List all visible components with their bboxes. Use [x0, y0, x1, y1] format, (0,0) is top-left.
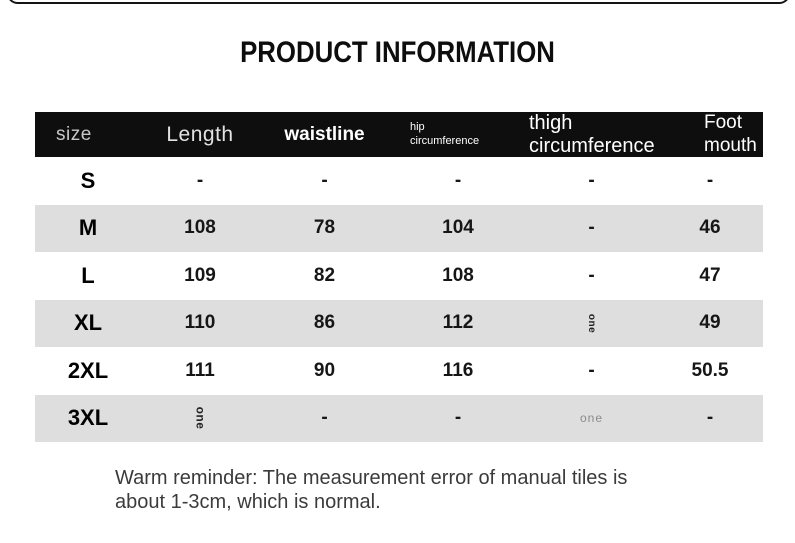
size-label: XL	[73, 310, 103, 336]
waistline-value: 90	[313, 359, 336, 381]
thigh-value: -	[588, 217, 595, 239]
foot-value: -	[706, 407, 714, 429]
header-foot-line2: mouth	[704, 134, 757, 156]
size-label: 2XL	[67, 357, 109, 383]
size-label: L	[81, 262, 95, 288]
rotated-one-artifact: one	[193, 406, 207, 430]
foot-value: 50.5	[691, 359, 729, 381]
waistline-value: 82	[313, 264, 336, 286]
hip-value: 104	[442, 217, 474, 239]
foot-value: 46	[699, 217, 721, 239]
length-value: 109	[184, 264, 216, 286]
thigh-value: -	[588, 264, 595, 286]
foot-value: 47	[699, 264, 721, 286]
length-value	[141, 395, 259, 443]
foot-value: -	[706, 169, 714, 191]
table-row-m	[35, 205, 763, 253]
thigh-value: -	[588, 359, 595, 381]
warm-reminder-note: Warm reminder: The measurement error of manual tiles is about 1-3cm, which is normal.	[115, 467, 628, 513]
header-hip-line2: circumference	[410, 134, 480, 147]
waistline-value: 78	[313, 217, 336, 239]
table-row-2xl	[35, 347, 763, 395]
col-header-foot-mouth	[657, 112, 763, 157]
table-header-row	[35, 112, 763, 157]
table-row-xl	[35, 300, 763, 348]
col-header-size: size	[56, 123, 92, 145]
thigh-value	[526, 300, 657, 348]
size-table	[35, 112, 763, 442]
length-value: 111	[185, 359, 215, 381]
header-hip-line1: hip	[410, 120, 425, 133]
hip-value: -	[454, 407, 462, 429]
thigh-value: -	[588, 169, 595, 191]
table-row-3xl	[35, 395, 763, 443]
col-header-thigh-circumference	[526, 112, 657, 157]
size-label: 3XL	[67, 405, 109, 431]
hip-value: 112	[442, 312, 474, 334]
hip-value: -	[454, 169, 462, 191]
page-title: PRODUCT INFORMATION	[240, 36, 555, 69]
header-thigh-line2: circumference	[529, 134, 655, 157]
waistline-value: -	[321, 407, 328, 429]
header-thigh-line1: thigh	[529, 112, 573, 135]
one-artifact: one	[579, 411, 604, 426]
col-header-hip-circumference	[390, 112, 526, 157]
waistline-value: 86	[313, 312, 336, 334]
col-header-waistline: waistline	[284, 123, 365, 145]
rotated-one-artifact: one	[586, 313, 597, 333]
length-value: 110	[184, 312, 216, 334]
table-row-l	[35, 252, 763, 300]
thigh-value	[526, 395, 657, 443]
length-value: 108	[184, 217, 216, 239]
size-label: M	[78, 215, 98, 241]
length-value: -	[196, 169, 204, 191]
header-foot-line1: Foot	[704, 112, 743, 134]
size-label: S	[80, 167, 96, 193]
foot-value: 49	[699, 312, 721, 334]
card-bottom-border	[7, 0, 790, 4]
hip-value: 108	[442, 264, 474, 286]
col-header-length: Length	[166, 122, 234, 146]
table-row-s	[35, 157, 763, 205]
hip-value: 116	[442, 359, 474, 381]
waistline-value: -	[321, 169, 328, 191]
